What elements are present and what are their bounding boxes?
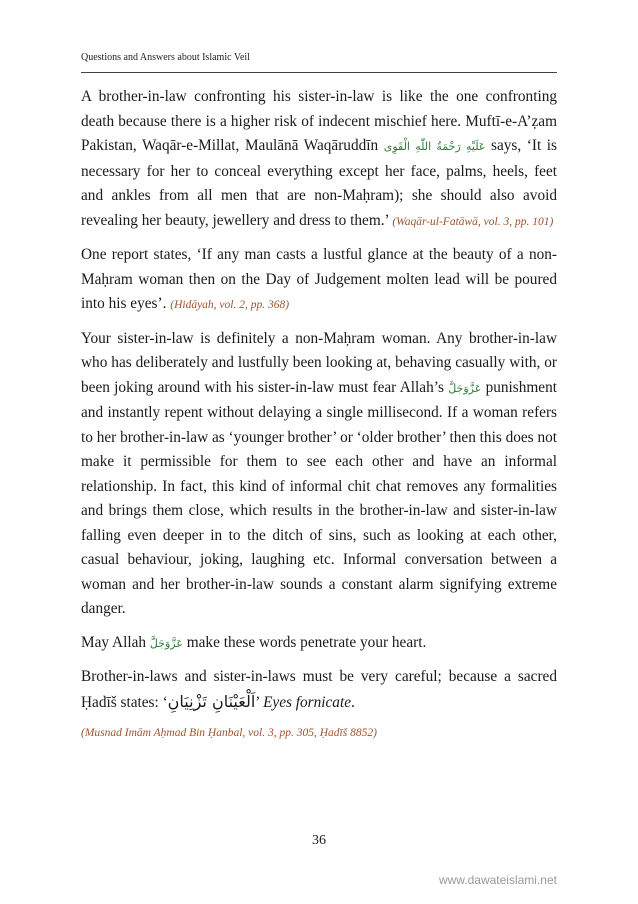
website-url: www.dawateislami.net: [438, 873, 557, 887]
paragraph-3: [81, 327, 557, 622]
paragraph-5-reference: [81, 720, 557, 746]
paragraph-1-text-b: says, ‘It is necessary for her to conceal everything except her face, palms, heels, feet and ankles from all men that are non-Maḥram); she should also avoid revealing her beauty, jewellery and dress to them.’: [81, 137, 557, 229]
paragraph-5-text-c: .: [351, 693, 355, 711]
page-body: [81, 85, 557, 755]
paragraph-2: [81, 243, 557, 318]
paragraph-5-text-a: Brother-in-laws and sister-in-laws must be very careful; because a sacred Ḥadīš states: ‘: [81, 668, 557, 711]
paragraph-5-text-b: ’: [255, 693, 264, 711]
header-rule: [81, 72, 557, 73]
paragraph-5: [81, 665, 557, 715]
paragraph-4-text-b: make these words penetrate your heart.: [182, 633, 427, 651]
arabic-honorific: عَلَيْهِ رَحْمَةُ اللّٰهِ الْقَوِى: [383, 140, 486, 153]
paragraph-1: [81, 85, 557, 234]
arabic-honorific: عَزَّوَجَلَّ: [149, 636, 183, 650]
reference-citation: (Hidāyah, vol. 2, pp. 368): [170, 299, 290, 311]
paragraph-4: [81, 631, 557, 657]
paragraph-4-text-a: May Allah: [81, 633, 150, 651]
arabic-hadith-quote: اَلْعَيْنَانِ تَزْنِيَانِ: [167, 691, 256, 711]
reference-citation: (Musnad Imām Aḥmad Bin Ḥanbal, vol. 3, pp. 305, Ḥadīš 8852): [81, 727, 377, 739]
paragraph-2-text: One report states, ‘If any man casts a lustful glance at the beauty of a non-Maḥram woman then on the Day of Judgement molten lead will be poured into his eyes’.: [81, 246, 557, 312]
paragraph-3-text-a: Your sister-in-law is definitely a non-Maḥram woman. Any brother-in-law who has deliberately and lustfully been looking at, behaving casually with, or been joking around with his sister-in-law must fear Allah’s: [81, 329, 557, 396]
reference-citation: (Waqār-ul-Fatāwā, vol. 3, pp. 101): [392, 215, 554, 228]
hadith-translation: Eyes fornicate: [263, 693, 351, 711]
arabic-honorific: عَزَّوَجَلَّ: [448, 381, 482, 395]
running-title: Questions and Answers about Islamic Veil: [81, 52, 250, 63]
paragraph-1-text-a: A brother-in-law confronting his sister-in-law is like the one confronting death because there is a higher risk of indecent mischief here. Muftī-e-A’ẓam Pakistan, Waqār-e-Millat, Maulānā Waqāruddīn: [81, 88, 557, 154]
page-number: 36: [312, 833, 326, 848]
paragraph-3-text-b: punishment and instantly repent without delaying a single millisecond. If a woman refers to her brother-in-law as ‘younger brother’ or ‘older brother’ then this does not make it permissible for them to see each other and have an informal relationship. In fact, this kind of informal chit chat removes any formalities and brings them close, which results in the brother-in-law and sister-in-law falling even deeper in to the ditch of sins, such as looking at each other, casual behaviour, joking, laughing etc. Informal conversation between a woman and her brother-in-law sounds a constant alarm signifying extreme danger.: [81, 378, 558, 617]
